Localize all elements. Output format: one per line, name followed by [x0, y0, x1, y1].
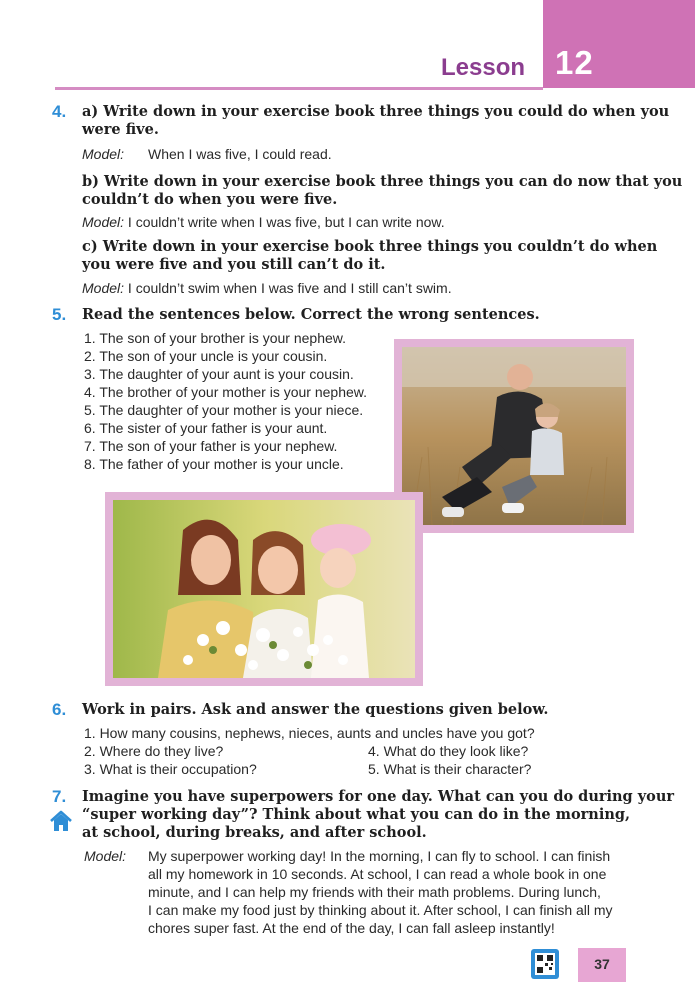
header-rule [55, 87, 543, 90]
photo-women-and-child [113, 500, 415, 678]
list-item: 1. The son of your brother is your nephew. [84, 330, 347, 346]
exercise-4b-line-1: b) Write down in your exercise book three things you can do now that you [82, 173, 683, 190]
exercise-4a-line-2: were five. [82, 121, 159, 138]
exercise-4b-model-label: Model: [82, 214, 125, 230]
exercise-7-model-label: Model: [84, 848, 127, 864]
list-item: 7. The son of your father is your nephew. [84, 438, 338, 454]
model-line: My superpower working day! In the morning, I can fly to school. I can finish [148, 848, 611, 864]
exercise-7-line-3: at school, during breaks, and after school. [82, 824, 427, 841]
exercise-5-instruction: Read the sentences below. Correct the wrong sentences. [82, 306, 540, 323]
exercise-4c-line-1: c) Write down in your exercise book three things you couldn’t do when [82, 238, 658, 255]
exercise-5-list [84, 329, 367, 473]
exercise-6-question-4: 4. What do they look like? [368, 743, 529, 759]
list-item: 5. The daughter of your mother is your niece. [84, 402, 364, 418]
lesson-title: Lesson [441, 54, 526, 81]
model-line: minute, and I can help my friends with their math problems. During lunch, [148, 884, 601, 900]
exercise-4a-model-label: Model: [82, 146, 125, 162]
exercise-4b-model-text: I couldn’t write when I was five, but I can write now. [127, 214, 445, 230]
exercise-4c-line-2: you were five and you still can’t do it. [82, 256, 386, 273]
exercise-5-number: 5. [52, 305, 67, 324]
exercise-7-model-text [148, 847, 613, 937]
exercise-6-question-5: 5. What is their character? [368, 761, 532, 777]
exercise-4a-line-1: a) Write down in your exercise book three things you could do when you [82, 103, 670, 120]
exercise-4b-model [82, 213, 445, 231]
exercise-4c-model [82, 279, 452, 297]
model-line: chores super fast. At the end of the day, I can fall asleep instantly! [148, 920, 555, 936]
home-icon [49, 810, 73, 832]
list-item: 8. The father of your mother is your uncle. [84, 456, 344, 472]
lesson-number: 12 [555, 44, 594, 81]
page-number: 37 [594, 956, 610, 972]
exercise-4c-model-text: I couldn’t swim when I was five and I still can’t swim. [127, 280, 452, 296]
photo-father-daughter [402, 347, 626, 525]
model-line: I can make my food just by thinking about it. After school, I can finish all my [148, 902, 613, 918]
exercise-6-instruction: Work in pairs. Ask and answer the questions given below. [82, 701, 549, 718]
exercise-6-question-2: 2. Where do they live? [84, 743, 224, 759]
qr-code-icon[interactable] [530, 948, 560, 980]
exercise-7-number: 7. [52, 787, 67, 806]
list-item: 3. The daughter of your aunt is your cousin. [84, 366, 354, 382]
model-line: all my homework in 10 seconds. At school, I can read a whole book in one [148, 866, 607, 882]
exercise-7-line-2: “super working day”? Think about what you can do in the morning, [82, 806, 631, 823]
list-item: 6. The sister of your father is your aunt. [84, 420, 328, 436]
exercise-7-line-1: Imagine you have superpowers for one day. What can you do during your [82, 788, 675, 805]
exercise-4b-line-2: couldn’t do when you were five. [82, 191, 338, 208]
exercise-6-number: 6. [52, 700, 67, 719]
exercise-4-number: 4. [52, 102, 67, 121]
exercise-4a-model-text: When I was five, I could read. [148, 146, 332, 162]
list-item: 2. The son of your uncle is your cousin. [84, 348, 328, 364]
list-item: 4. The brother of your mother is your nephew. [84, 384, 368, 400]
exercise-4c-model-label: Model: [82, 280, 125, 296]
exercise-6-question-3: 3. What is their occupation? [84, 761, 257, 777]
exercise-6-question-1: 1. How many cousins, nephews, nieces, aunts and uncles have you got? [84, 725, 535, 741]
